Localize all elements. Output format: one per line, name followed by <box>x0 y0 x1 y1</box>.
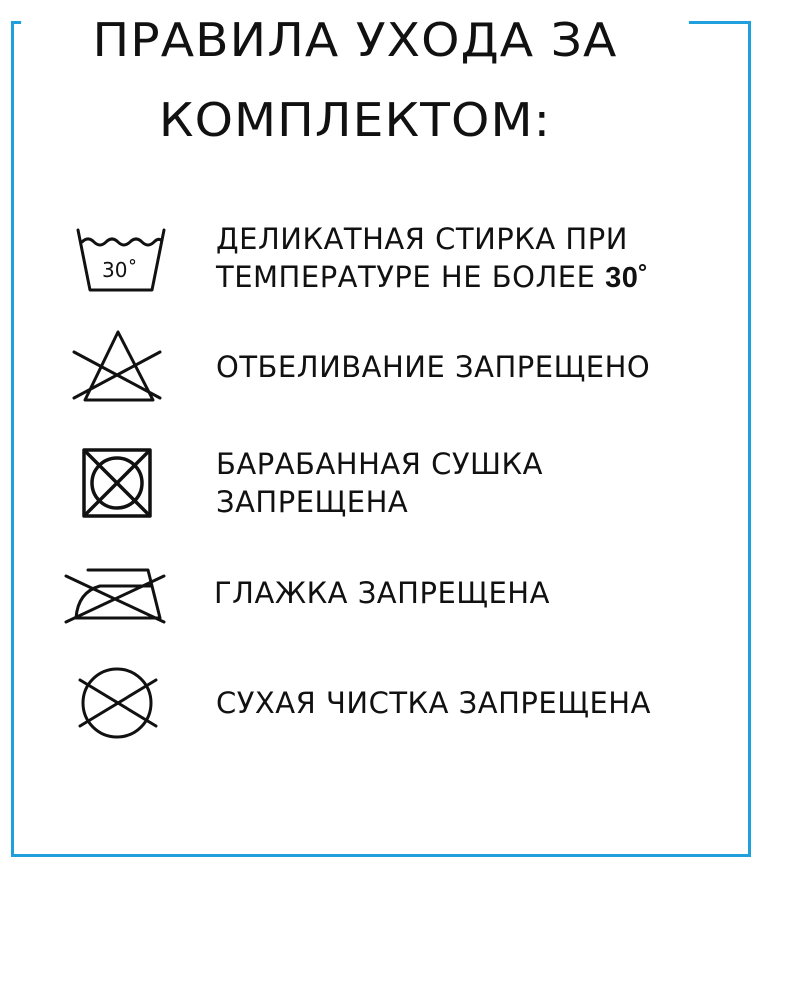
no-bleach-icon <box>60 320 180 420</box>
no-iron-icon <box>60 552 180 652</box>
care-text-line <box>216 258 649 297</box>
care-text-wash <box>216 220 649 297</box>
care-item-dry-clean <box>60 660 740 760</box>
care-text-line: БАРАБАННАЯ СУШКА <box>216 447 543 481</box>
care-text-line: СУХАЯ ЧИСТКА ЗАПРЕЩЕНА <box>216 686 651 720</box>
wash-30-gentle-icon <box>60 212 180 312</box>
care-text-line: ДЕЛИКАТНАЯ СТИРКА ПРИ <box>216 222 628 256</box>
title-line-1: ПРАВИЛА УХОДА ЗА <box>92 13 618 67</box>
wash-temp-label: 30˚ <box>102 258 138 282</box>
title-line-2: КОМПЛЕКТОМ: <box>158 93 552 147</box>
care-item-iron <box>60 552 740 652</box>
care-text-line: ЗАПРЕЩЕНА <box>216 485 409 519</box>
no-tumble-dry-icon <box>60 440 180 540</box>
care-item-bleach <box>60 320 740 420</box>
no-dry-clean-icon <box>60 660 180 760</box>
care-item-tumble-dry <box>60 440 740 540</box>
page-title <box>21 0 689 160</box>
care-text-bleach <box>216 348 650 386</box>
care-text-dry-clean <box>216 684 651 722</box>
temperature-value: 30˚ <box>605 262 649 294</box>
care-item-wash <box>60 212 740 312</box>
care-text-tumble-dry <box>216 445 543 521</box>
care-text-iron <box>214 574 550 612</box>
care-text-line: ОТБЕЛИВАНИЕ ЗАПРЕЩЕНО <box>216 350 651 384</box>
care-text-line-part: ТЕМПЕРАТУРЕ НЕ БОЛЕЕ <box>216 260 596 294</box>
care-text-line: ГЛАЖКА ЗАПРЕЩЕНА <box>214 576 550 610</box>
